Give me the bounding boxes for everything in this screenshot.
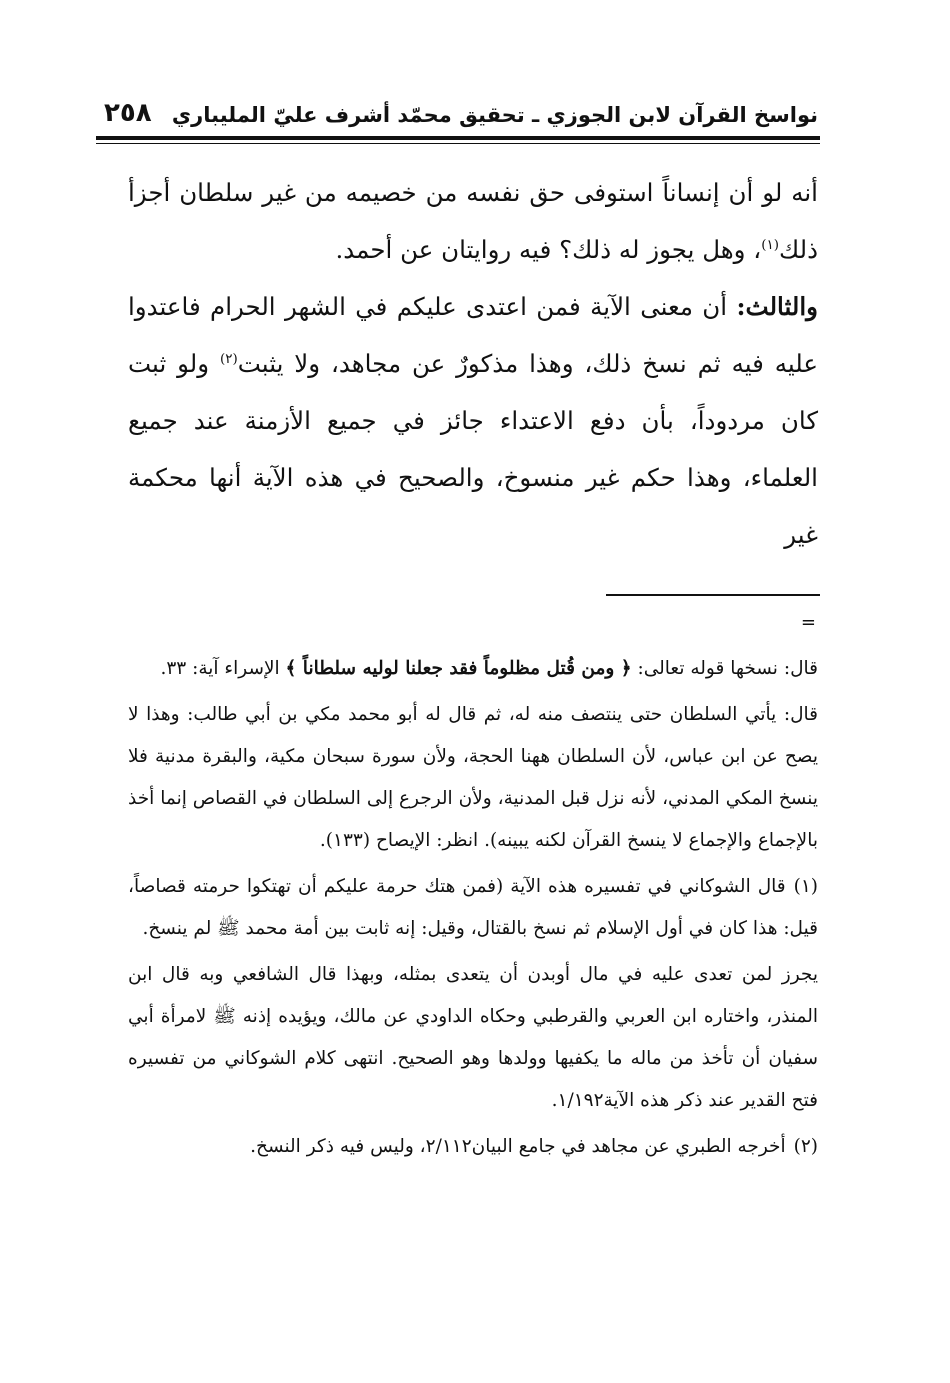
footnote-continued-2: قال: يأتي السلطان حتى ينتصف منه له، ثم قال له أبو محمد مكي بن أبي طالب: وهذا لا يصح عن ابن عباس، لأن السلطان ههنا الحجة، ولأن سورة سبحان مكية، والبقرة مدنية فلا ينسخ المكي المدني، لأنه نزل قبل المدنية، ولأن الرجرع إلى السلطان في القصاص إنما أخذ بالإجماع والإجماع لا ينسخ القرآن لكنه يبينه). انظر: الإيصاح (١٣٣). xyxy=(128,704,818,851)
footnote-2 xyxy=(128,1126,818,1168)
header-rule-thin xyxy=(96,143,820,144)
paragraph-2-label: والثالث: xyxy=(736,292,818,321)
footnote-1 xyxy=(128,866,818,950)
running-header-title: نواسخ القرآن لابن الجوزي ـ تحقيق محمّد أشرف عليّ المليباري xyxy=(171,103,818,127)
footnote-2-number: (٢) xyxy=(793,1136,818,1157)
header-rule-thick xyxy=(96,136,820,140)
paragraph-2 xyxy=(128,278,818,563)
paragraph-1-text: أنه لو أن إنساناً استوفى حق نفسه من خصيمه من غير سلطان أجزأ ذلك xyxy=(128,178,818,264)
footnote-1-text: قال الشوكاني في تفسيره هذه الآية (فمن هتك حرمة عليكم أن تهتكوا حرمته قصاصاً، قيل: هذا كان في أول الإسلام ثم نسخ بالقتال، وقيل: إنه ثابت بين أمة محمد ﷺ لم ينسخ. xyxy=(128,876,818,939)
paragraph-1 xyxy=(128,164,818,278)
paragraph-2-text-b: ولو ثبت كان مردوداً، بأن دفع الاعتداء جائز في جميع الأزمنة عند جميع العلماء، وهذا حكم غير منسوخ، والصحيح في هذه الآية أنها محكمة غير xyxy=(128,349,818,549)
quran-quote: ﴿ ومن قُتل مظلوماً فقد جعلنا لوليه سلطاناً ﴾ xyxy=(285,658,632,679)
footnote-1-number: (١) xyxy=(793,876,818,897)
footnote-separator xyxy=(606,594,820,596)
footnote-continued-1-a: قال: نسخها قوله تعالى: xyxy=(631,658,818,679)
footnote-ref-2: (٢) xyxy=(219,350,238,367)
footnote-continuation-mark: = xyxy=(800,612,816,633)
footnotes xyxy=(128,648,818,1172)
footnote-1-continued: يجرز لمن تعدى عليه في مال أوبدن أن يتعدى بمثله، وبهذا قال الشافعي وبه قال ابن المنذر، واختاره ابن العربي والقرطبي وحكاه الداودي عن مالك، ويؤيده إذنه ﷺ لامرأة أبي سفيان أن تأخذ من ماله ما يكفيها وولدها وهو الصحيح. انتهى كلام الشوكاني من تفسيره فتح القدير عند ذكر هذه الآية١/١٩٢. xyxy=(128,964,818,1111)
page-number: ٢٥٨ xyxy=(104,98,152,128)
main-text xyxy=(128,164,818,563)
paragraph-1-end: ، وهل يجوز له ذلك؟ فيه روايتان عن أحمد. xyxy=(335,235,762,264)
footnote-ref-1: (١) xyxy=(761,236,779,253)
footnote-continued-1 xyxy=(128,648,818,690)
footnote-continued-1-b: الإسراء آية: ٣٣. xyxy=(160,658,286,679)
footnote-2-text: أخرجه الطبري عن مجاهد في جامع البيان٢/١١٢، وليس فيه ذكر النسخ. xyxy=(250,1136,786,1157)
paragraph-2-text-a: أن معنى الآية فمن اعتدى عليكم في الشهر الحرام فاعتدوا عليه فيه ثم نسخ ذلك، وهذا مذكورٌ عن مجاهد، ولا يثبت xyxy=(128,292,818,378)
